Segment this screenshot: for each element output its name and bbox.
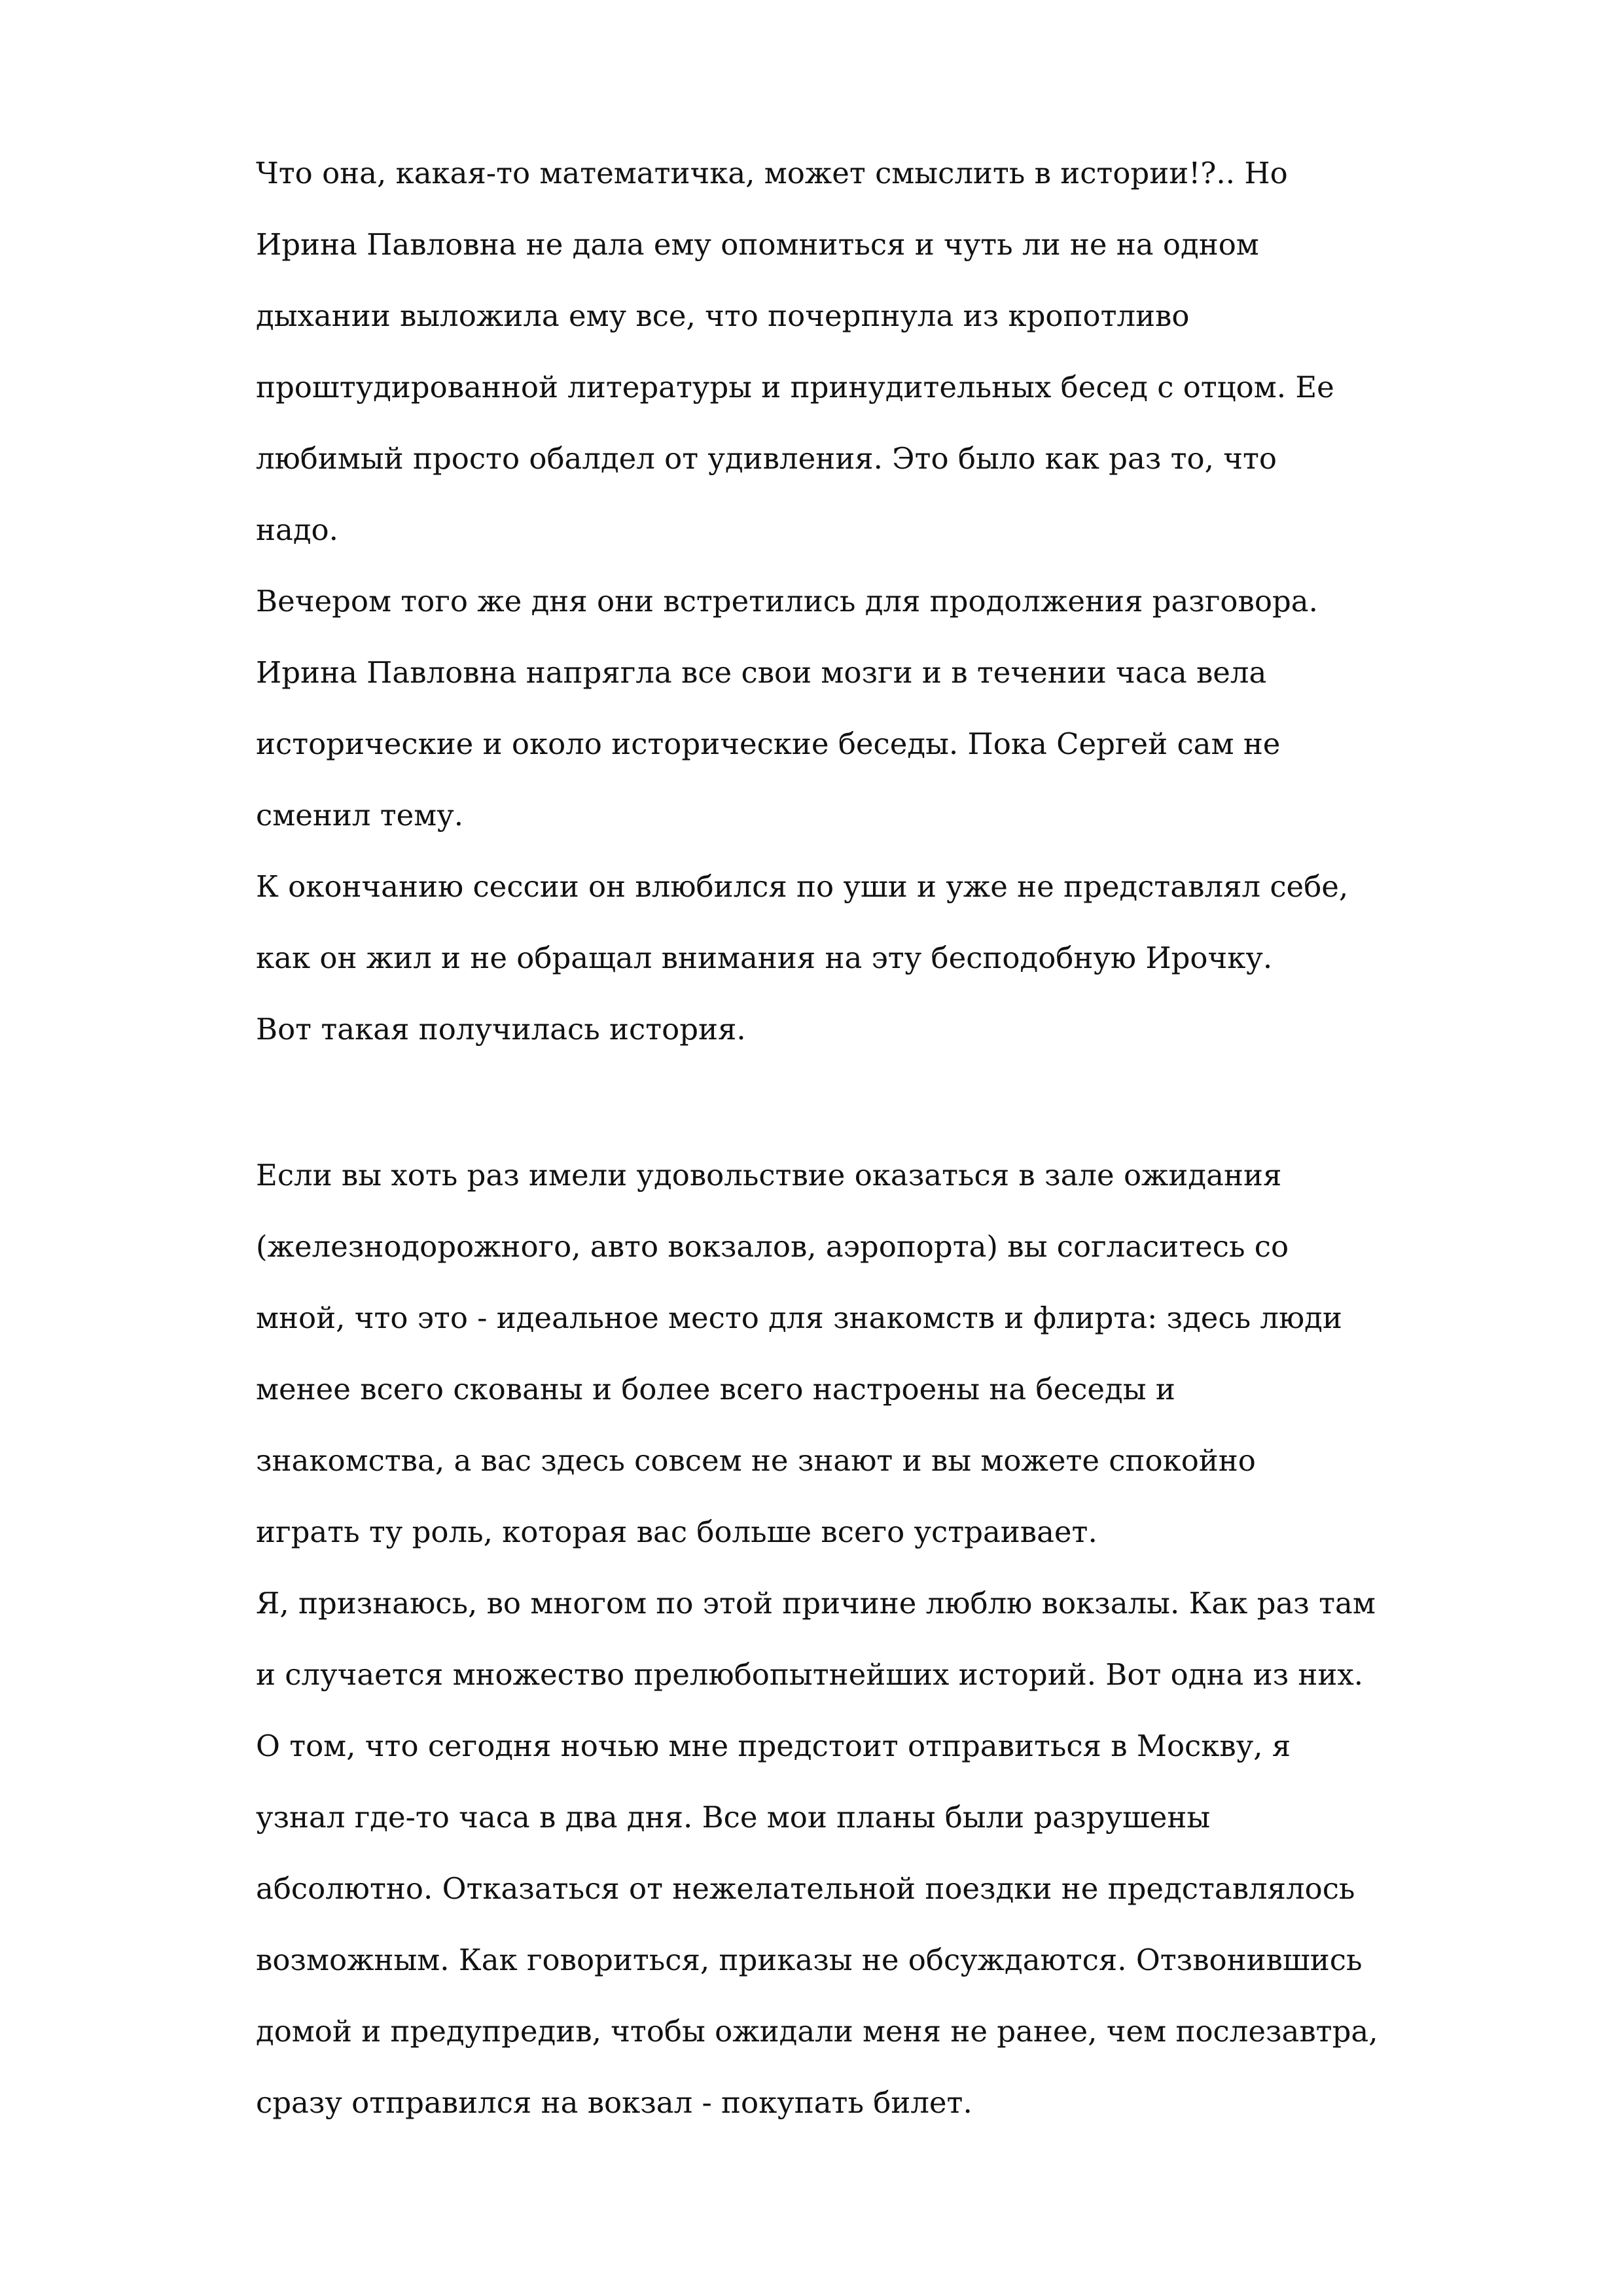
text-line: абсолютно. Отказаться от нежелательной поездки не представлялось: [256, 1871, 1355, 1906]
text-line: дыхании выложила ему все, что почерпнула из кропотливо: [256, 298, 1190, 333]
text-line: Что она, какая-то математичка, может смыслить в истории!?.. Но: [256, 156, 1288, 190]
text-line: Вечером того же дня они встретились для продолжения разговора.: [256, 584, 1318, 619]
text-line: Вот такая получилась история.: [256, 1012, 746, 1047]
text-line: любимый просто обалдел от удивления. Это было как раз то, что: [256, 441, 1277, 476]
text-line: Я, признаюсь, во многом по этой причине люблю вокзалы. Как раз там: [256, 1586, 1376, 1621]
text-line: Ирина Павловна напрягла все свои мозги и в течении часа вела: [256, 655, 1267, 690]
text-line: домой и предупредив, чтобы ожидали меня не ранее, чем послезавтра,: [256, 2014, 1378, 2049]
text-line: сразу отправился на вокзал - покупать билет.: [256, 2085, 972, 2120]
text-line: мной, что это - идеальное место для знакомств и флирта: здесь люди: [256, 1300, 1342, 1335]
text-line: узнал где-то часа в два дня. Все мои планы были разрушены: [256, 1800, 1211, 1835]
text-line: знакомства, а вас здесь совсем не знают и вы можете спокойно: [256, 1443, 1256, 1478]
text-line: исторические и около исторические беседы. Пока Сергей сам не: [256, 726, 1281, 761]
text-line: Ирина Павловна не дала ему опомниться и чуть ли не на одном: [256, 227, 1259, 262]
text-line: (железнодорожного, авто вокзалов, аэропорта) вы согласитесь со: [256, 1229, 1289, 1264]
text-line: как он жил и не обращал внимания на эту бесподобную Ирочку.: [256, 941, 1273, 975]
text-line: возможным. Как говориться, приказы не обсуждаются. Отзвонившись: [256, 1943, 1363, 1977]
text-line: О том, что сегодня ночью мне предстоит отправиться в Москву, я: [256, 1729, 1291, 1763]
text-line: играть ту роль, которая вас больше всего устраивает.: [256, 1515, 1097, 1549]
text-line: проштудированной литературы и принудительных бесед с отцом. Ее: [256, 370, 1334, 404]
text-line: К окончанию сессии он влюбился по уши и уже не представлял себе,: [256, 869, 1349, 904]
text-line: менее всего скованы и более всего настроены на беседы и: [256, 1372, 1175, 1407]
text-line: Если вы хоть раз имели удовольствие оказаться в зале ожидания: [256, 1158, 1282, 1193]
text-line: сменил тему.: [256, 798, 464, 833]
text-line: надо.: [256, 512, 338, 547]
text-line: и случается множество прелюбопытнейших историй. Вот одна из них.: [256, 1657, 1364, 1692]
